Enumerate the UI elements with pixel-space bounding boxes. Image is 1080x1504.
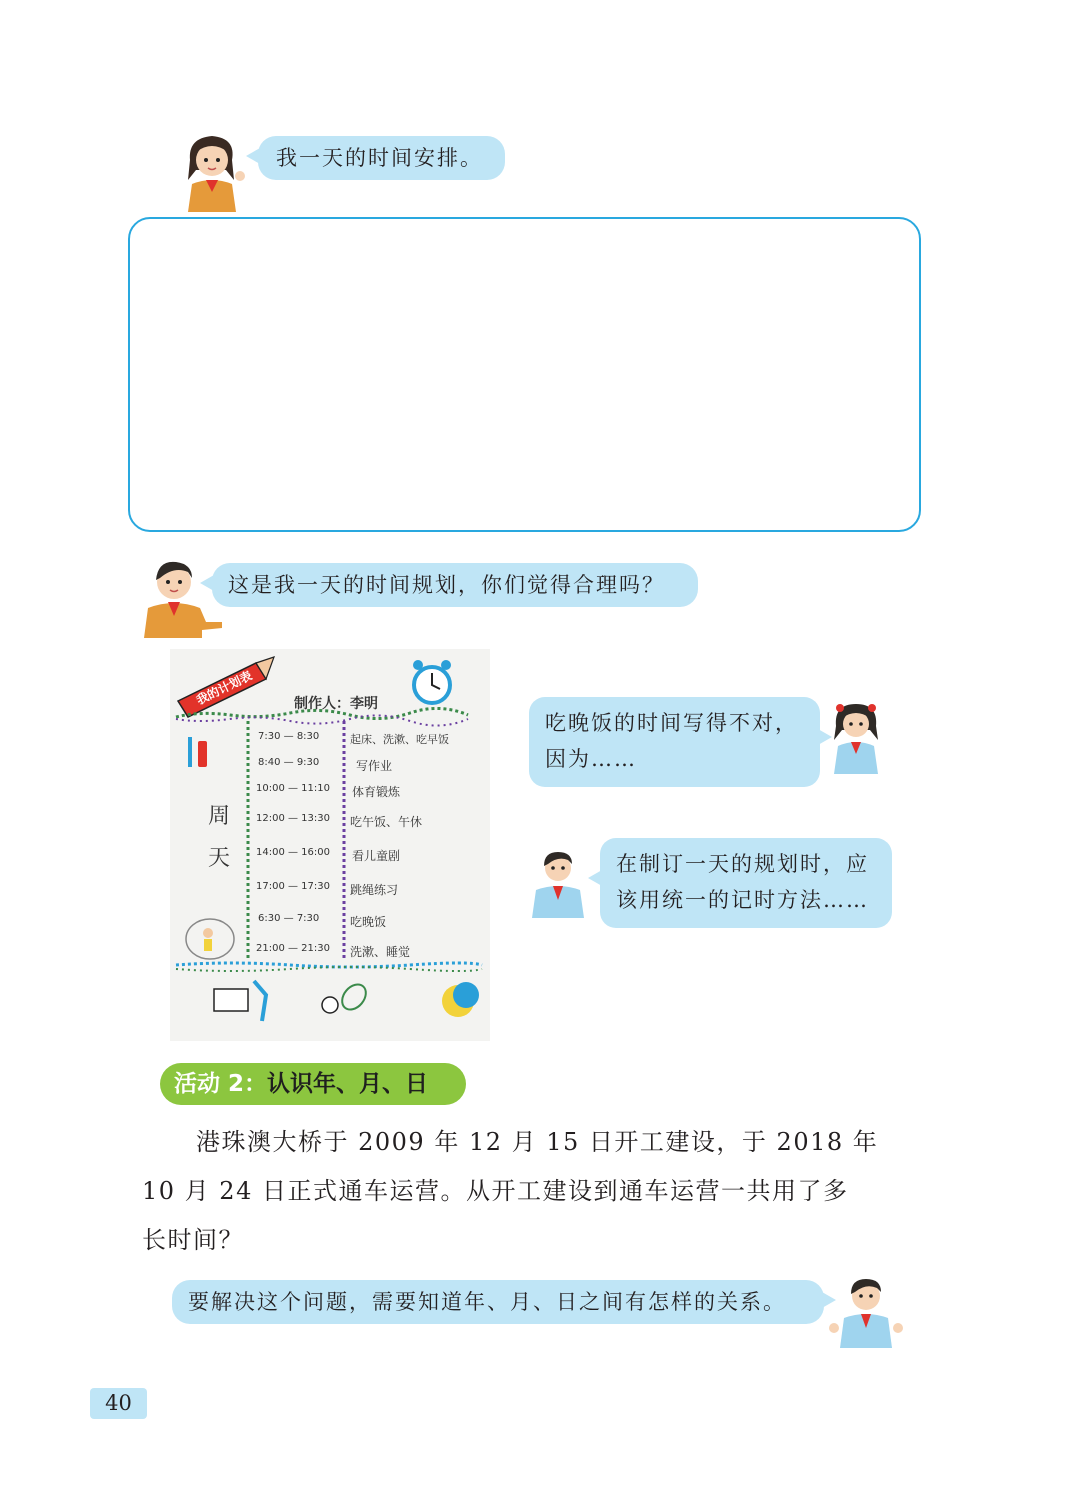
bubble-tail: [588, 870, 602, 886]
boy-avatar-middle: [140, 556, 224, 638]
bubble-text: 这是我一天的时间规划，你们觉得合理吗？: [228, 573, 665, 597]
girl-avatar-right: [826, 700, 888, 774]
schedule-activity: 洗漱、睡觉: [350, 945, 411, 959]
day-label-2: 天: [208, 846, 231, 871]
schedule-drawing: [170, 649, 490, 1041]
bubble-tail: [200, 575, 214, 591]
speech-bubble-boy-bottom: [172, 1280, 824, 1324]
schedule-time: 6:30 — 7:30: [258, 913, 320, 924]
schedule-activity: 看儿童剧: [352, 849, 401, 863]
schedule-author: 制作人：李明: [294, 696, 378, 712]
schedule-time: 10:00 — 11:10: [256, 783, 330, 794]
problem-line-2: 10 月 24 日正式通车运营。从开工建设到通车运营一共用了多: [142, 1177, 849, 1205]
bubble-text: 我一天的时间安排。: [276, 146, 483, 170]
schedule-time: 14:00 — 16:00: [256, 847, 330, 858]
bubble-text: 要解决这个问题，需要知道年、月、日之间有怎样的关系。: [188, 1290, 786, 1314]
schedule-time: 17:00 — 17:30: [256, 881, 330, 892]
girl-avatar-top: [170, 130, 254, 212]
schedule-activity: 吃午饭、午休: [350, 815, 423, 829]
pencil-label: 我的计划表: [194, 668, 255, 708]
bubble-text-line2: 因为……: [545, 747, 637, 771]
schedule-activity: 体育锻炼: [352, 785, 401, 799]
schedule-activity: 起床、洗漱、吃早饭: [350, 733, 449, 746]
speech-bubble-boy-right: [600, 838, 892, 928]
schedule-time: 21:00 — 21:30: [256, 943, 330, 954]
schedule-activity: 跳绳练习: [350, 883, 399, 897]
bubble-text-line2: 该用统一的记时方法……: [616, 888, 869, 912]
schedule-time: 7:30 — 8:30: [258, 731, 320, 742]
page-number: 40: [90, 1388, 147, 1419]
problem-line-1: 港珠澳大桥于 2009 年 12 月 15 日开工建设，于 2018 年: [196, 1128, 879, 1156]
schedule-activity: 吃晚饭: [350, 915, 387, 929]
activity-label: 活动 2：: [174, 1071, 268, 1097]
day-label-1: 周: [208, 804, 231, 829]
activity-heading: [160, 1063, 466, 1105]
boy-avatar-bottom: [826, 1276, 906, 1348]
speech-bubble-girl-right: [529, 697, 820, 787]
speech-bubble-girl-top: [258, 136, 505, 180]
activity-title: 认识年、月、日: [267, 1071, 429, 1097]
schedule-time: 8:40 — 9:30: [258, 757, 320, 768]
boy-avatar-right: [528, 848, 590, 918]
bubble-tail: [246, 148, 260, 164]
answer-box[interactable]: [128, 217, 921, 532]
speech-bubble-boy-middle: [212, 563, 698, 607]
schedule-activity: 写作业: [356, 759, 393, 773]
bubble-text-line1: 在制订一天的规划时，应: [616, 852, 869, 876]
problem-line-3: 长时间？: [142, 1226, 244, 1254]
bubble-text-line1: 吃晚饭的时间写得不对，: [545, 711, 798, 735]
schedule-time: 12:00 — 13:30: [256, 813, 330, 824]
problem-text: [142, 1118, 912, 1265]
